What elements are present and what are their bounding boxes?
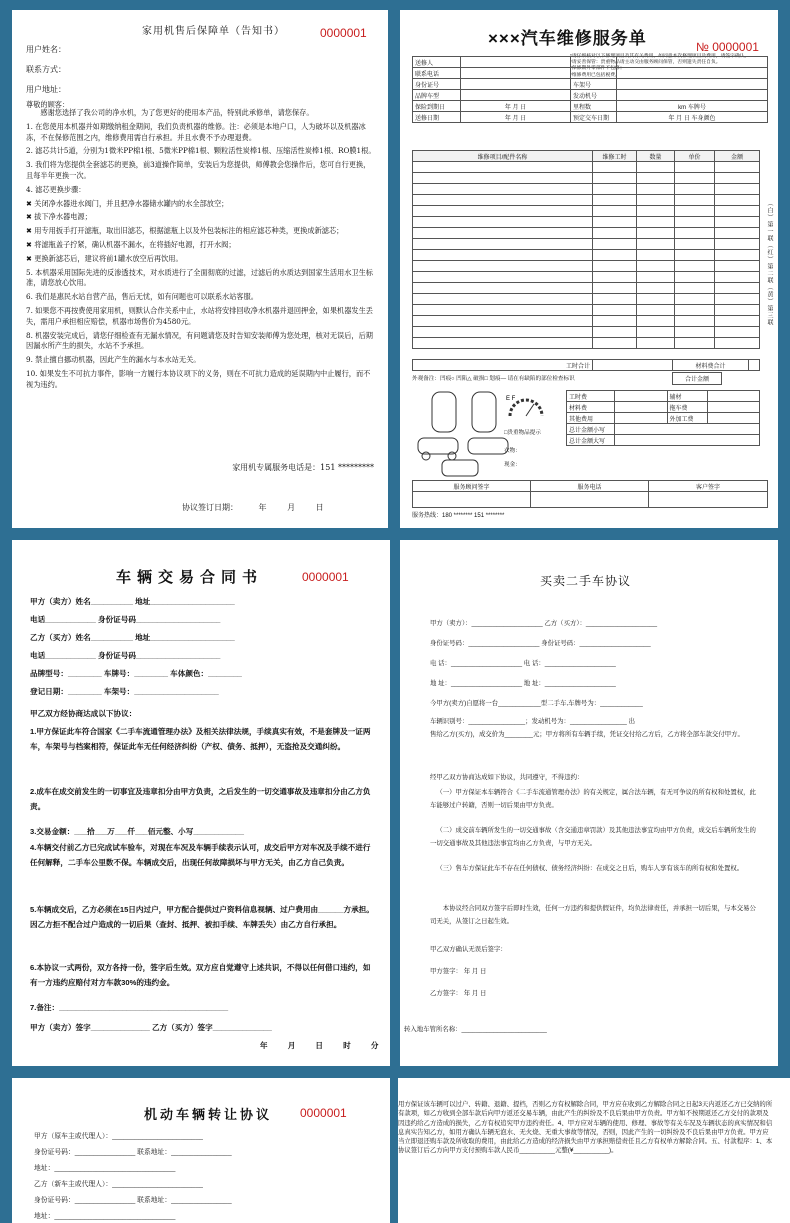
- repair-title: ×××汽车维修服务单: [488, 29, 647, 48]
- paragraph: 8. 机器安装完成后，请您仔细检查有无漏水情况，有问题请您及时告知安装师傅为您处理，核对无误后，后期因漏水所产生的损失，水站不予承担。: [26, 330, 373, 351]
- item-cell[interactable]: [413, 173, 593, 184]
- paragraph: ✖ 将滤瓶盖子拧紧，确认机器不漏水，在将插好电源，打开水阀；: [26, 239, 236, 249]
- item-row: [413, 173, 760, 184]
- item-row: [413, 283, 760, 294]
- item-cell[interactable]: [413, 338, 593, 349]
- item-cell[interactable]: [413, 217, 593, 228]
- cell: [461, 79, 571, 90]
- item-cell[interactable]: [593, 228, 637, 239]
- item-cell[interactable]: [715, 228, 760, 239]
- item-cell[interactable]: [413, 250, 593, 261]
- item-cell[interactable]: [637, 162, 675, 173]
- item-cell[interactable]: [637, 294, 675, 305]
- fee: 总计金额大写: [567, 435, 615, 446]
- item-cell[interactable]: [637, 228, 675, 239]
- paragraph: 3. 我们将为您提供全套滤芯的更换，前3道操作简单，安装后为您提供，师傅教会您操作后，您可自行更换，且每半年更换一次。: [26, 160, 371, 180]
- note: *请妥善保管：贵重物品请主动交由服务顾问保管，否则遗失责任自负。: [570, 60, 721, 66]
- cell: km 车牌号: [617, 101, 768, 112]
- agreement-clause: （二）成交前车辆所发生的一切交通事故（含交通违章罚款）及其他违法事宜均由甲方负责，成交后车辆所发生的一切交通事故及其他违法事宜均由乙方负责，与甲方无关。: [430, 827, 756, 848]
- col-header: 数量: [637, 151, 675, 162]
- labor-total: 工时合计: [413, 360, 593, 371]
- fee: 拖车费: [667, 402, 707, 413]
- item-cell[interactable]: [593, 195, 637, 206]
- cell: [617, 79, 768, 90]
- cell: 年 月 日: [461, 112, 571, 123]
- item-row: [413, 250, 760, 261]
- item-cell[interactable]: [637, 206, 675, 217]
- totals-table: [412, 359, 760, 371]
- item-cell[interactable]: [637, 327, 675, 338]
- agreement-row: 售给乙方(买方)，成交价为________元；甲方将所有车辆手续，凭证交付给乙方后，乙方将全部车款交付甲方。: [430, 731, 744, 738]
- item-cell[interactable]: [637, 316, 675, 327]
- cell: 品牌车型: [413, 90, 461, 101]
- col-header: 单价: [675, 151, 715, 162]
- item-cell[interactable]: [715, 261, 760, 272]
- exterior-note: 外观备注：凹痕○ 凹陷△ 破损□ 划痕— 请在有缺陷的部位检查标识: [412, 376, 575, 382]
- money: 现金：: [504, 462, 521, 468]
- item-cell[interactable]: [593, 173, 637, 184]
- paragraph: 感谢您选择了我公司的净水机，为了您更好的使用本产品，特别此承修单，请您保存。: [40, 108, 314, 117]
- item-cell[interactable]: [593, 305, 637, 316]
- paragraph: 7. 如果您不再按费使用家用机，则默认合作关系中止，水站将安排回收净水机器并退回押金，如果机器发生丢失，需用户承担相应赔偿，机器市场售价为4580元。: [26, 305, 373, 326]
- cell: 身份证号: [413, 79, 461, 90]
- col-header: 维修项目/配件名称: [413, 151, 593, 162]
- clause: 7.备注：________________________________________: [30, 1003, 229, 1012]
- cell: [617, 57, 768, 68]
- repair-order-card: [400, 10, 778, 528]
- item-cell[interactable]: [413, 272, 593, 283]
- cell: [615, 413, 668, 424]
- item-cell[interactable]: [637, 250, 675, 261]
- item-cell[interactable]: [637, 338, 675, 349]
- contract-date: 年 月 日 时 分: [260, 1041, 379, 1050]
- agreement-row: 电 话：____________________ 电 话：____________________: [430, 660, 616, 667]
- item-cell[interactable]: [675, 173, 715, 184]
- clause: 5.车辆成交后，乙方必须在15日内过户，甲方配合提供过户资料信息视辆、过户费用由______方承担。因乙方拒不配合过户造成的一切后果（查封、抵押、被扣手续、车牌丢失）由乙方自行承担。: [30, 905, 374, 930]
- fee: 辅材: [667, 391, 707, 402]
- cell: [617, 68, 768, 79]
- copy-side-text: （白）第一联（红）第二联（黄）第三联: [766, 200, 772, 326]
- item-cell[interactable]: [675, 272, 715, 283]
- cell: [615, 424, 760, 435]
- item-cell[interactable]: [715, 162, 760, 173]
- cell: [707, 413, 760, 424]
- item-cell[interactable]: [715, 239, 760, 250]
- agreement-row: 身份证号码：____________________ 身份证号码：____________________: [430, 640, 651, 647]
- item-cell[interactable]: [413, 239, 593, 250]
- confirm-line: 甲乙双方确认无误后签字：: [430, 946, 507, 953]
- item-cell[interactable]: [593, 184, 637, 195]
- user-name-field: 用户姓名：: [26, 45, 66, 54]
- cell: 保险到期日: [413, 101, 461, 112]
- item-cell[interactable]: [675, 294, 715, 305]
- clause: 1.甲方保证此车符合国家《二手车流通管理办法》及相关法律法规，手续真实有效，不是套牌及一证两车，车架号与档案相符，保证此车无任何经济纠纷（产权、债务、抵押），无盗抢及交通纠纷。: [30, 727, 371, 752]
- item-cell[interactable]: [715, 250, 760, 261]
- transfer-row: 乙方（新车主或代理人）：________________________: [34, 1181, 203, 1188]
- item-row: [413, 272, 760, 283]
- cell: [571, 68, 617, 79]
- agreement-intro: 经甲乙双方协商达成如下协议，共同遵守，不得违约：: [430, 774, 584, 781]
- item-cell[interactable]: [675, 217, 715, 228]
- paragraph: 2. 滤芯共计5道，分别为1微米PP棉1根、5微米PP棉1根、颗粒活性炭棒1根、压缩活性炭棒1根、RO膜1根。: [26, 146, 376, 156]
- grand-total: 合计金额: [672, 372, 722, 385]
- paragraph: ✖ 用专用扳手打开滤瓶，取出旧滤芯，根据滤瓶上以及外包装标注的相应滤芯种类，更换成新滤芯；: [26, 226, 344, 236]
- paragraph: ✖ 更换新滤芯后，建议将前1罐水放空后再饮用。: [26, 253, 183, 263]
- cell: [461, 90, 571, 101]
- col-header: 金额: [715, 151, 760, 162]
- cell: 发动机号: [571, 90, 617, 101]
- item-cell[interactable]: [675, 195, 715, 206]
- item-cell[interactable]: [413, 283, 593, 294]
- valuables: □贵重物品提示: [504, 430, 541, 436]
- item-cell[interactable]: [715, 305, 760, 316]
- cell: [593, 360, 673, 371]
- item-cell[interactable]: [675, 316, 715, 327]
- clause: 2.成车在成交前发生的一切事宜及违章扣分由甲方负责，之后发生的一切交通事故及违章扣分由乙方负责。: [30, 787, 371, 812]
- item-cell[interactable]: [413, 316, 593, 327]
- sign-label: 客户签字: [649, 481, 768, 492]
- item-cell[interactable]: [675, 327, 715, 338]
- cell: 联系电话: [413, 68, 461, 79]
- office-line: 转入地车管所名称：________________________: [404, 1026, 547, 1033]
- transfer-row: 身份证号码：________________ 联系地址：________________: [34, 1149, 232, 1156]
- warranty-number: 0000001: [320, 26, 367, 40]
- item-cell[interactable]: [715, 217, 760, 228]
- item-cell[interactable]: [637, 173, 675, 184]
- item-row: [413, 217, 760, 228]
- item-cell[interactable]: [593, 294, 637, 305]
- item-cell[interactable]: [675, 250, 715, 261]
- item-cell[interactable]: [637, 272, 675, 283]
- cell: [531, 492, 649, 508]
- transfer-row: 地址：________________________________: [34, 1165, 176, 1172]
- paragraph: 1. 在您使用本机器并如期缴纳租金期间，我们负责机器的维修。注：必须是本地户口，人为破坏以及机器冰冻，不在保修范围之内，维修费用需自行承担。并且水费不予办理退费。: [26, 121, 366, 142]
- item-row: [413, 338, 760, 349]
- item-cell[interactable]: [637, 239, 675, 250]
- cell: [615, 435, 760, 446]
- cell: [649, 492, 768, 508]
- contract-row: 乙方（买方）姓名__________ 地址____________________: [30, 633, 235, 642]
- transfer-row: 地址：________________________________: [34, 1213, 176, 1220]
- cell: 里程数: [571, 101, 617, 112]
- cell: [707, 391, 760, 402]
- warranty-card: [12, 10, 388, 528]
- signature-table: [412, 480, 768, 508]
- item-cell[interactable]: [715, 173, 760, 184]
- item-cell[interactable]: [593, 272, 637, 283]
- item-cell[interactable]: [675, 239, 715, 250]
- item-cell[interactable]: [637, 195, 675, 206]
- agreement-row: 今甲方(卖方)自愿将一台____________型二手车,车牌号为：____________: [430, 700, 643, 707]
- address-field: 用户地址：: [26, 85, 66, 94]
- fee: 外加工费: [667, 413, 707, 424]
- fee: 总计金额小写: [567, 424, 615, 435]
- agreement-clause: 本协议经合同双方签字后即时生效，任何一方违约和提供假证件，均负法律责任，并承担一切后果，与本交易公司无关，从签订之日起生效。: [430, 905, 756, 926]
- item-cell[interactable]: [675, 184, 715, 195]
- item-cell[interactable]: [715, 272, 760, 283]
- agreement-row: 甲方（卖方）：____________________ 乙方（买方）：____________________: [430, 620, 658, 627]
- fuel-gauge-icon: [504, 390, 548, 420]
- item-row: [413, 162, 760, 173]
- clause: 6.本协议一式两份，双方各持一份，签字后生效。双方应自觉遵守上述共识，不得以任何借口违约，如有一方违约应赔付对方车款30%的违约金。: [30, 963, 371, 988]
- item-cell[interactable]: [593, 316, 637, 327]
- item-cell[interactable]: [413, 261, 593, 272]
- item-row: [413, 228, 760, 239]
- item-cell[interactable]: [637, 305, 675, 316]
- contract-title: 车辆交易合同书: [116, 568, 264, 586]
- note: *请仔细核对以下修理项目及其有关费用，如同意本次修理项目及费用，请签字确认。: [570, 54, 750, 59]
- col-header: 维修工时: [593, 151, 637, 162]
- item-cell[interactable]: [413, 305, 593, 316]
- item-cell[interactable]: [715, 195, 760, 206]
- transfer-title: 机动车辆转让协议: [144, 1108, 273, 1123]
- item-row: [413, 261, 760, 272]
- agreement-row: 车辆识别号：________________；发动机号为：________________ 出: [430, 718, 635, 725]
- cell: 年 月 日: [461, 101, 571, 112]
- vehicle-contract-card: [12, 540, 390, 1066]
- item-cell[interactable]: [675, 338, 715, 349]
- transfer-row: 身份证号码：________________ 联系地址：________________: [34, 1197, 232, 1204]
- clothing: 衣物：: [504, 448, 521, 454]
- note: *维修费用已包括税费。: [570, 72, 620, 78]
- paragraph: 10. 如果发生不可抗力事件，影响一方履行本协议项下的义务，则在不可抗力造成的延误期内中止履行，而不视为违约。: [26, 368, 371, 389]
- item-cell[interactable]: [637, 217, 675, 228]
- item-cell[interactable]: [715, 184, 760, 195]
- contract-row: 电话____________ 身份证号码____________________: [30, 651, 221, 660]
- cell: [413, 492, 531, 508]
- agreement-row: 地 址：____________________ 地 址：____________________: [430, 680, 616, 687]
- item-row: [413, 206, 760, 217]
- fee: 工时费: [567, 391, 615, 402]
- item-cell[interactable]: [637, 261, 675, 272]
- fuel-label: E F: [506, 396, 516, 402]
- item-cell[interactable]: [593, 283, 637, 294]
- sign-b: 乙方签字： 年 月 日: [430, 990, 487, 997]
- paragraph: 9. 禁止擅自挪动机器，因此产生的漏水与本水站无关。: [26, 355, 201, 365]
- contract-row: 甲方（卖方）姓名__________ 地址____________________: [30, 597, 235, 606]
- used-car-agreement-card: [400, 540, 778, 1066]
- paragraph: 4. 滤芯更换步骤：: [26, 184, 86, 194]
- note: *保修期外零部件不包修；: [570, 66, 625, 72]
- item-cell[interactable]: [675, 206, 715, 217]
- item-cell[interactable]: [413, 195, 593, 206]
- cell: 车架号: [571, 79, 617, 90]
- sign-label: 服务电话: [531, 481, 649, 492]
- fee: 其他费用: [567, 413, 615, 424]
- item-cell[interactable]: [715, 316, 760, 327]
- item-cell[interactable]: [675, 261, 715, 272]
- item-cell[interactable]: [413, 184, 593, 195]
- transfer-agreement-card: [12, 1078, 790, 1223]
- cell: [461, 68, 571, 79]
- greeting: 尊敬的顾客：: [26, 100, 70, 109]
- item-cell[interactable]: [413, 294, 593, 305]
- hotline: 家用机专属服务电话是：151 *********: [232, 463, 374, 472]
- fees-table: [566, 390, 760, 446]
- item-cell[interactable]: [593, 327, 637, 338]
- item-cell[interactable]: [593, 338, 637, 349]
- sign-label: 服务顾问签字: [413, 481, 531, 492]
- item-row: [413, 184, 760, 195]
- cell: 送修人: [413, 57, 461, 68]
- item-cell[interactable]: [413, 162, 593, 173]
- item-row: [413, 239, 760, 250]
- item-cell[interactable]: [413, 206, 593, 217]
- item-row: [413, 195, 760, 206]
- clause: 4.车辆交付前乙方已完成试车验车，对现在车况及车辆手续表示认可，成交后甲方对车况及手续不进行任何解释，二手车公里数不保。车辆成交后，出现任何故障损坏与甲方无关，由乙方自己负责。: [30, 843, 371, 868]
- item-row: [413, 305, 760, 316]
- contract-row: 品牌型号：________ 车牌号：________ 车体颜色：________: [30, 669, 242, 678]
- cell: [707, 402, 760, 413]
- item-cell[interactable]: [593, 250, 637, 261]
- cell: [617, 90, 768, 101]
- fee: 材料费: [567, 402, 615, 413]
- item-cell[interactable]: [637, 283, 675, 294]
- agreement-title: 买卖二手车协议: [540, 574, 632, 588]
- cell: [615, 402, 668, 413]
- contract-row: 电话____________ 身份证号码____________________: [30, 615, 221, 624]
- signature-line: 甲方（卖方）签字______________ 乙方（买方）签字______________: [30, 1023, 272, 1032]
- cell: [749, 360, 760, 371]
- clause: 3.交易金额：___拾___万___仟___佰元整、小写____________: [30, 827, 245, 836]
- cell: 年 月 日 车身颜色: [617, 112, 768, 123]
- service-hotline: 服务热线：180 ******** 151 ********: [412, 513, 505, 519]
- agreement-clause: （一）甲方保证本车辆符合《二手车流通管理办法》的有关规定，属合法车辆，有无可争议的所有权和处置权，此车能够过户转籍，否则一切后果由甲方负责。: [430, 789, 756, 810]
- agreement-clause: （三）售车方保证此车不存在任何债权、债务经济纠纷：在成交之日后，购车人享有该车的所有权和处置权。: [436, 865, 744, 872]
- paragraph: 6. 我们是惠民水站自营产品，售后无忧，如有问题也可以联系水站客服。: [26, 292, 258, 302]
- parts-total: 材料费合计: [673, 360, 749, 371]
- contract-number: 0000001: [302, 570, 349, 584]
- item-cell[interactable]: [413, 327, 593, 338]
- item-cell[interactable]: [593, 206, 637, 217]
- item-row: [413, 316, 760, 327]
- item-cell[interactable]: [593, 261, 637, 272]
- warranty-title: 家用机售后保障单（告知书）: [142, 26, 285, 37]
- repair-number: № 0000001: [696, 40, 759, 54]
- paragraph: ✖ 关闭净水器进水阀门，并且把净水器储水罐内的水全部放空；: [26, 198, 229, 208]
- paragraph: ✖ 拔下净水器电源；: [26, 212, 92, 222]
- sign-date: 协议签订日期： 年 月 日: [182, 503, 324, 512]
- item-cell[interactable]: [715, 294, 760, 305]
- vehicle-info-table: [412, 56, 768, 123]
- item-cell[interactable]: [675, 283, 715, 294]
- item-cell[interactable]: [593, 217, 637, 228]
- cell: 预定交车日期: [571, 112, 617, 123]
- item-cell[interactable]: [593, 239, 637, 250]
- item-cell[interactable]: [675, 162, 715, 173]
- contract-intro: 甲乙双方经协商达成以下协议：: [30, 709, 137, 718]
- contact-field: 联系方式：: [26, 65, 66, 74]
- item-row: [413, 294, 760, 305]
- item-cell[interactable]: [675, 305, 715, 316]
- item-row: [413, 327, 760, 338]
- item-cell[interactable]: [413, 228, 593, 239]
- cell: 送修日期: [413, 112, 461, 123]
- item-cell[interactable]: [593, 162, 637, 173]
- item-cell[interactable]: [715, 206, 760, 217]
- item-cell[interactable]: [715, 283, 760, 294]
- item-cell[interactable]: [715, 327, 760, 338]
- warranty-body: [26, 108, 376, 394]
- item-cell[interactable]: [675, 228, 715, 239]
- paragraph: 5. 本机器采用国际先进的反渗透技术，对水质进行了全面彻底的过滤，过滤后的水质达到国家生活用水卫生标准，请您放心饮用。: [26, 267, 373, 288]
- contract-row: 登记日期：________ 车架号：____________________: [30, 687, 219, 696]
- repair-items-table: [412, 150, 760, 349]
- transfer-number: 0000001: [300, 1106, 347, 1120]
- item-cell[interactable]: [637, 184, 675, 195]
- cell: [615, 391, 668, 402]
- transfer-row: 甲方（原车主或代理人）：________________________: [34, 1133, 203, 1140]
- sign-a: 甲方签字： 年 月 日: [430, 968, 487, 975]
- cell: [571, 57, 617, 68]
- divider: [390, 1078, 398, 1223]
- transfer-terms: 用方保证该车辆可以过户、转籍、退籍、提档，否则乙方有权解除合同，甲方应在收到乙方解除合同之日起3天内返还乙方已交纳的所有款项，如乙方收到全部车款后向甲方返还交易车辆，由此产生的纠纷及不良后果由甲方负责。甲方如不按期返还乙方交付的款项及因违约给乙方造成的损失，乙方有权追究甲方违约责任。4、甲方应对车辆的使用、修理、事故等有关车况及车辆状态的真实情况和信息真实告知乙方，如用方确认车辆无泡水、无火烧、无重大事故等情况，否则，因此产生的一切纠纷及不良后果由甲方负责。甲方应当立即退还购车款及所收取的费用，由此给乙方造成的经济损失由甲方承担赔偿责任且乙方有权单方解除合同。五、付款程序：1、本协议签订后乙方向甲方支付预购车款人民币__________元整(¥__________)。: [398, 1101, 773, 1155]
- cell: [461, 57, 571, 68]
- item-cell[interactable]: [715, 338, 760, 349]
